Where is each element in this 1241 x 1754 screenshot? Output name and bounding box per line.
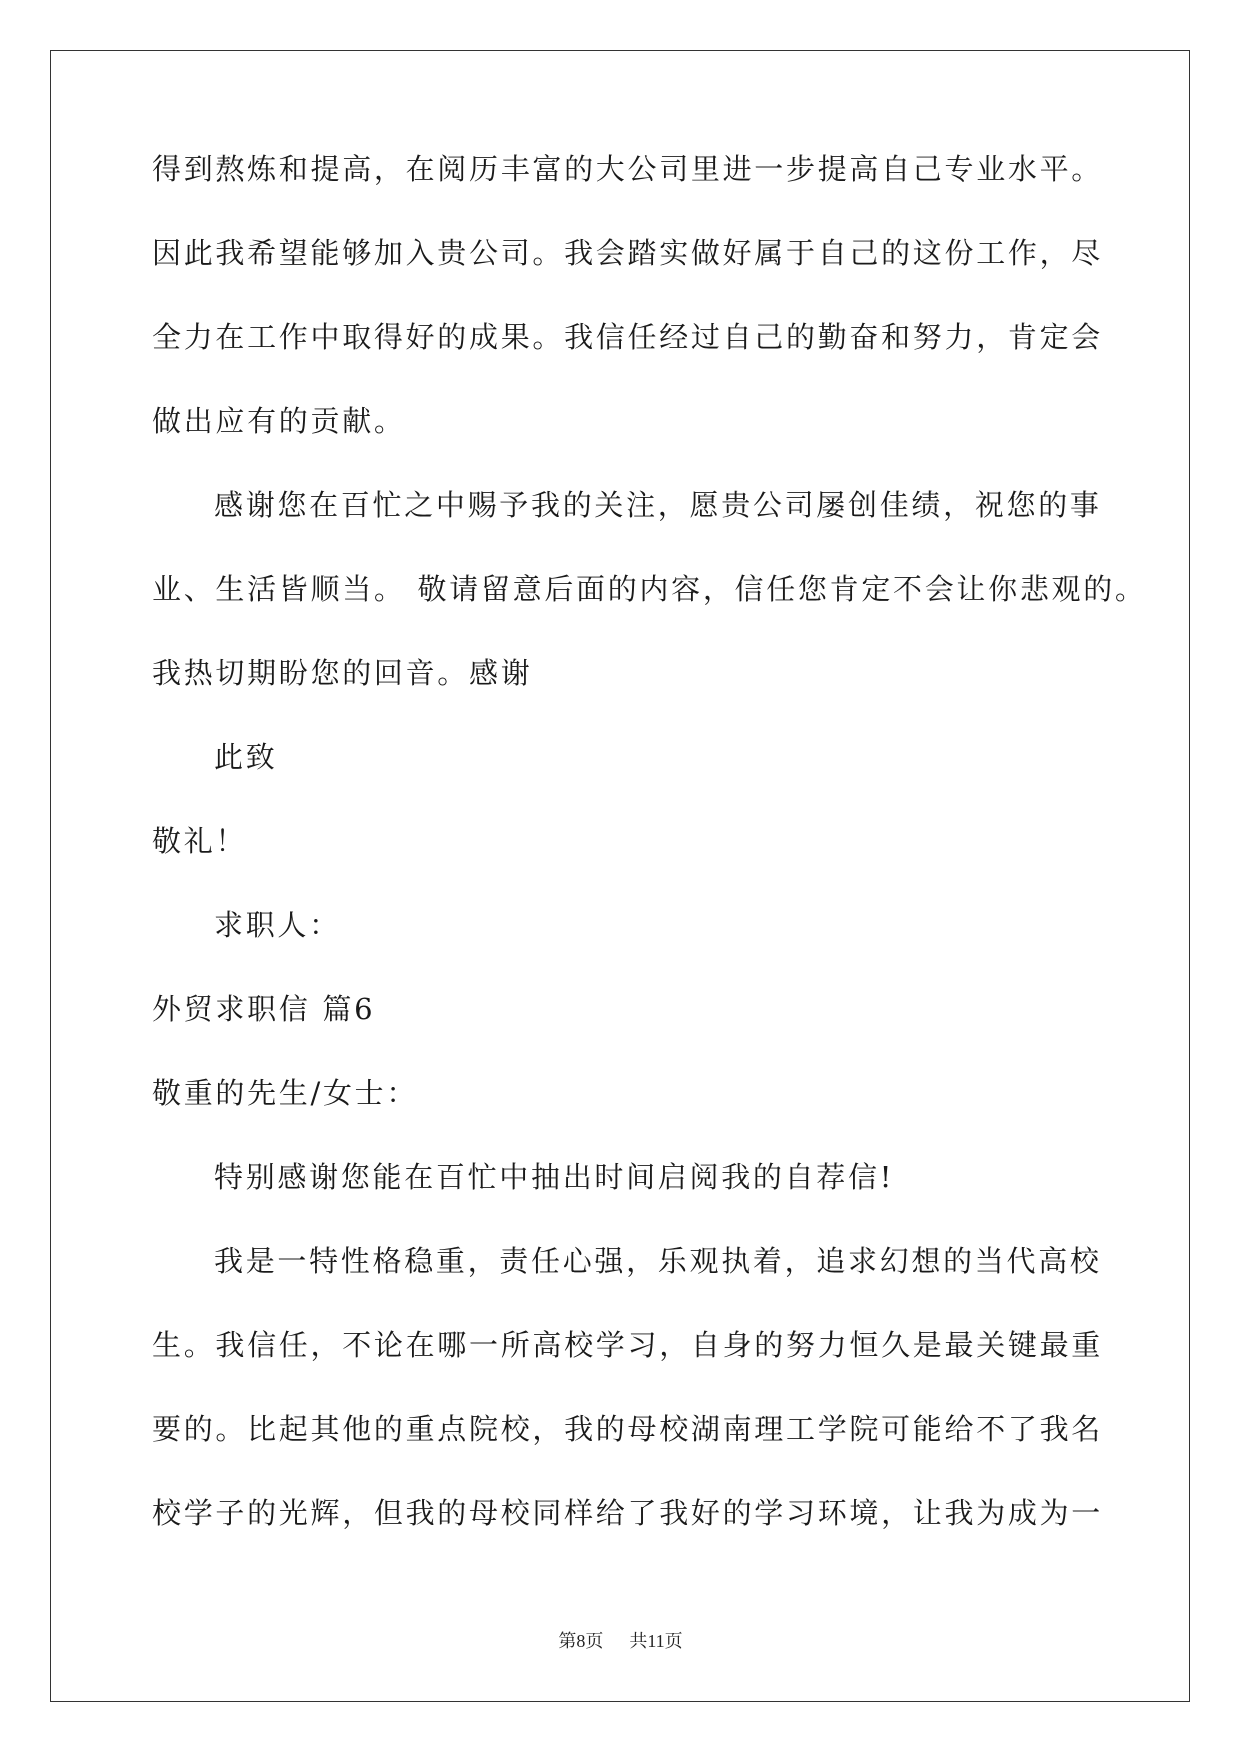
page-total: 共11页	[629, 1631, 683, 1651]
paragraph-line: 得到熬炼和提高，在阅历丰富的大公司里进一步提高自己专业水平。	[152, 152, 1104, 186]
paragraph-line: 业、生活皆顺当。 敬请留意后面的内容，信任您肯定不会让你悲观的。	[152, 572, 1147, 606]
signature-label: 求职人：	[214, 908, 341, 942]
section-heading: 外贸求职信 篇6	[152, 992, 376, 1026]
salutation-closing: 敬礼！	[152, 824, 248, 858]
paragraph-line: 我是一特性格稳重，责任心强，乐观执着，追求幻想的当代高校	[214, 1244, 1102, 1278]
paragraph-line: 全力在工作中取得好的成果。我信任经过自己的勤奋和努力，肯定会	[152, 320, 1104, 354]
closing-phrase: 此致	[214, 740, 278, 774]
paragraph-line: 特别感谢您能在百忙中抽出时间启阅我的自荐信!	[214, 1160, 895, 1194]
document-body	[152, 152, 1147, 1580]
paragraph-line: 生。我信任，不论在哪一所高校学习，自身的努力恒久是最关键最重	[152, 1328, 1104, 1362]
paragraph-line: 做出应有的贡献。	[152, 404, 406, 438]
paragraph-line: 我热切期盼您的回音。感谢	[152, 656, 533, 690]
letter-greeting: 敬重的先生/女士：	[152, 1076, 419, 1110]
paragraph-line: 因此我希望能够加入贵公司。我会踏实做好属于自己的这份工作，尽	[152, 236, 1104, 270]
paragraph-line: 要的。比起其他的重点院校，我的母校湖南理工学院可能给不了我名	[152, 1412, 1104, 1446]
page-footer	[0, 1627, 1241, 1653]
page-number: 第8页	[558, 1631, 604, 1651]
paragraph-line: 校学子的光辉，但我的母校同样给了我好的学习环境，让我为成为一	[152, 1496, 1104, 1530]
paragraph-line: 感谢您在百忙之中赐予我的关注，愿贵公司屡创佳绩，祝您的事	[214, 488, 1102, 522]
